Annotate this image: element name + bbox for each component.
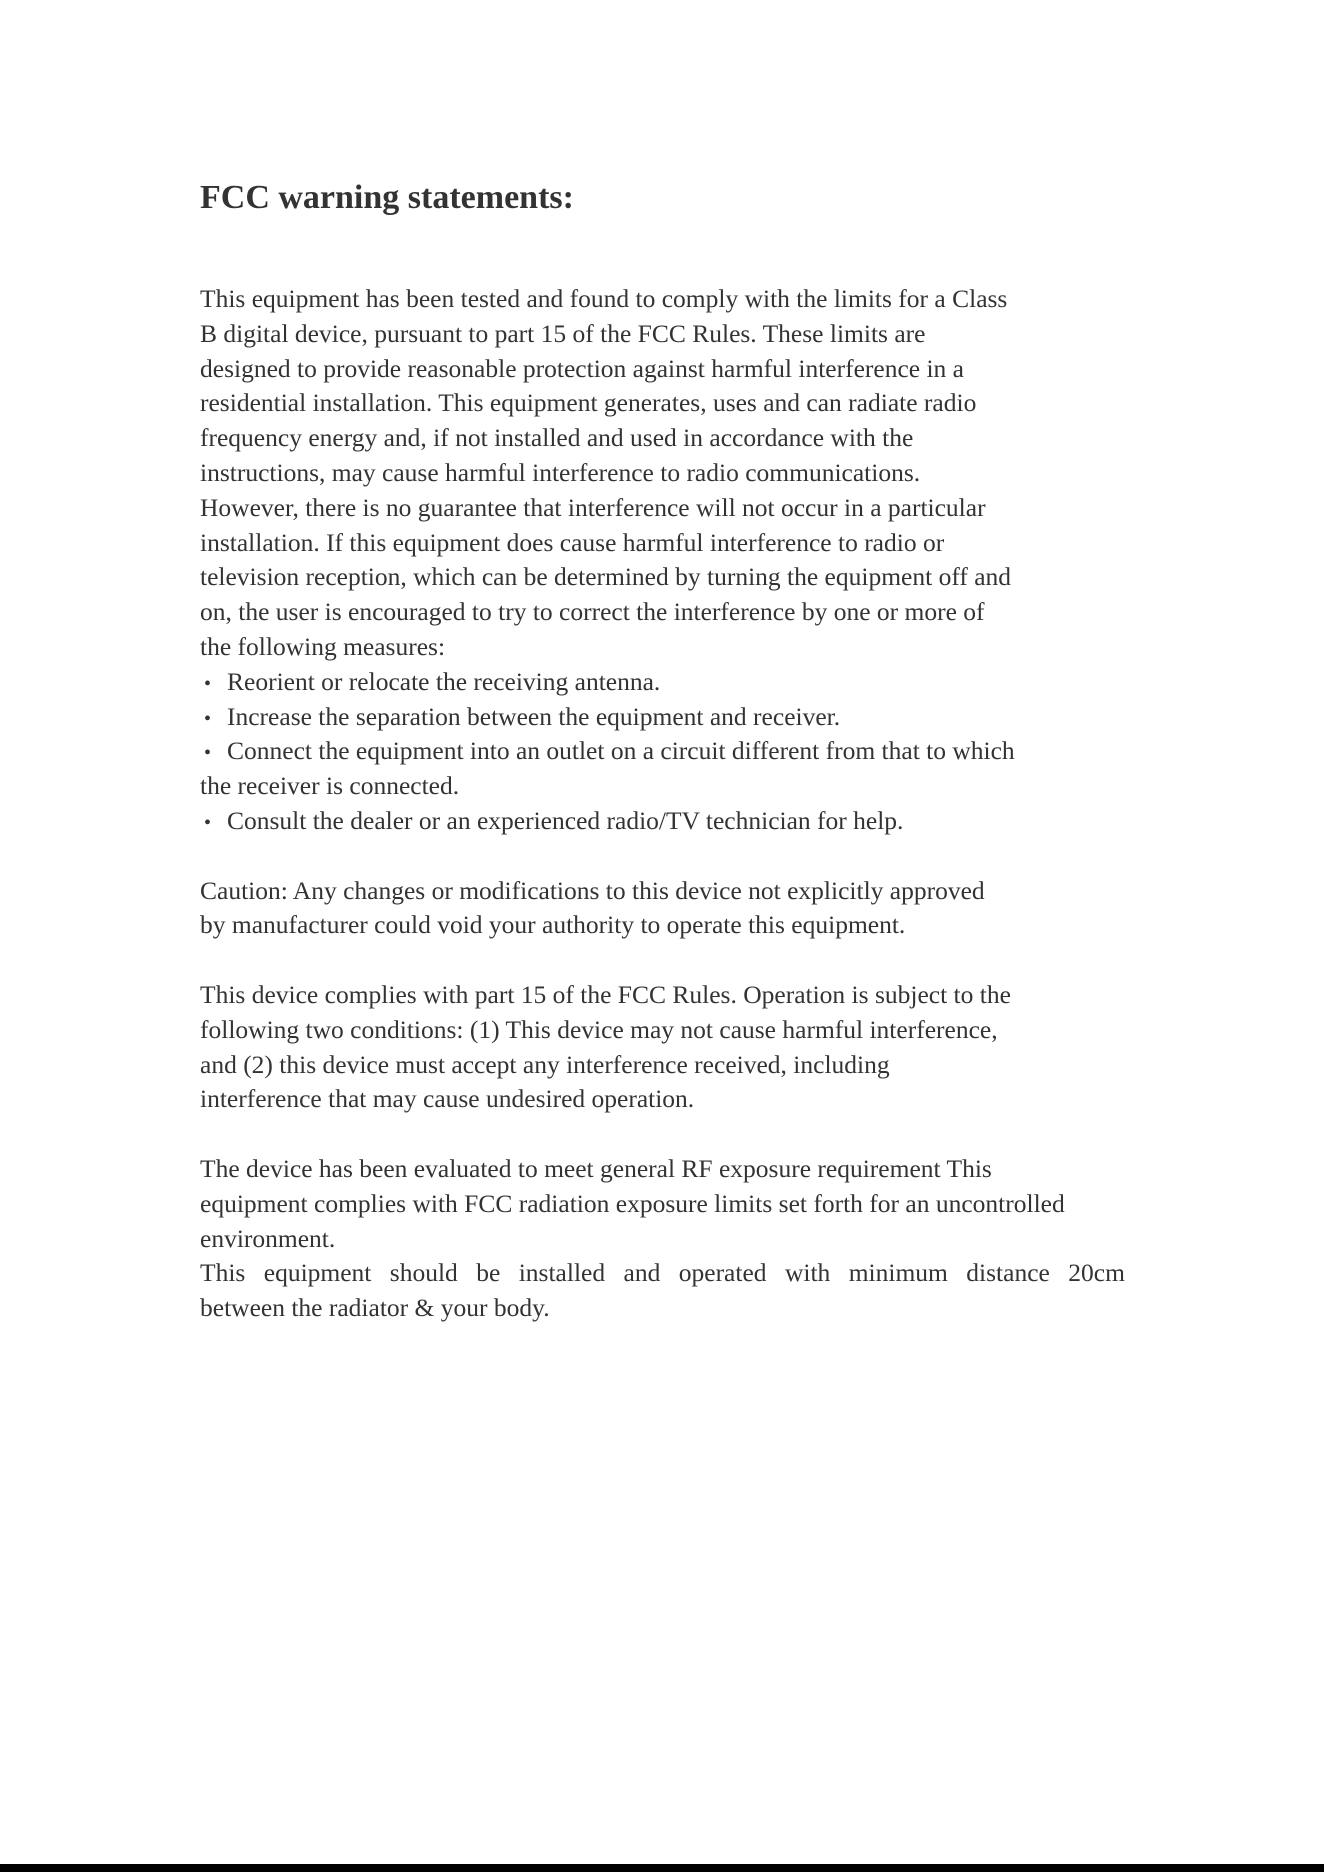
- text-line: residential installation. This equipment generates, uses and can radiate radio: [200, 388, 977, 418]
- word: minimum: [848, 1258, 948, 1288]
- page-title: FCC warning statements:: [200, 179, 574, 216]
- list-item-text: Consult the dealer or an experienced radio/TV technician for help.: [227, 805, 904, 835]
- word: installed: [518, 1258, 606, 1288]
- text-line: following two conditions: (1) This device may not cause harmful interference,: [200, 1014, 998, 1044]
- bullet-icon: •: [204, 672, 212, 695]
- page-bottom-border: [0, 1864, 1324, 1872]
- word: distance: [966, 1258, 1050, 1288]
- text-line: installation. If this equipment does cause harmful interference to radio or: [200, 527, 945, 557]
- list-item: [200, 804, 1125, 839]
- text-line: The device has been evaluated to meet general RF exposure requirement This: [200, 1153, 992, 1183]
- bullet-icon: •: [204, 707, 212, 730]
- text-line: and (2) this device must accept any interference received, including: [200, 1049, 890, 1079]
- word: should: [389, 1258, 458, 1288]
- text-line: B digital device, pursuant to part 15 of the FCC Rules. These limits are: [200, 318, 926, 348]
- text-line: equipment complies with FCC radiation exposure limits set forth for an uncontrolled: [200, 1188, 1065, 1218]
- text-line: frequency energy and, if not installed and used in accordance with the: [200, 423, 914, 453]
- text-line: designed to provide reasonable protection against harmful interference in a: [200, 353, 964, 383]
- word: with: [784, 1258, 831, 1288]
- text-line: environment.: [200, 1223, 336, 1253]
- list-item-text: Connect the equipment into an outlet on a circuit different from that to which: [227, 736, 1015, 766]
- text-line: television reception, which can be determined by turning the equipment off and: [200, 562, 1012, 592]
- spacer: [200, 943, 1125, 978]
- word: equipment: [263, 1258, 372, 1288]
- text-line: However, there is no guarantee that interference will not occur in a particular: [200, 492, 986, 522]
- word: be: [476, 1258, 501, 1288]
- text-line: This device complies with part 15 of the FCC Rules. Operation is subject to the: [200, 979, 1011, 1009]
- list-item-text: Increase the separation between the equipment and receiver.: [227, 701, 841, 731]
- list-item: [200, 665, 1125, 700]
- paragraph-interference: [200, 282, 1125, 665]
- text-line: Caution: Any changes or modifications to this device not explicitly approved: [200, 875, 985, 905]
- spacer: [200, 1117, 1125, 1152]
- paragraph-rf-exposure: [200, 1152, 1125, 1326]
- word: operated: [678, 1258, 767, 1288]
- list-item-continuation: the receiver is connected.: [200, 771, 460, 801]
- measures-list: [200, 665, 1125, 839]
- text-line: between the radiator & your body.: [200, 1293, 550, 1323]
- word: 20cm: [1068, 1258, 1125, 1288]
- spacer: [200, 839, 1125, 874]
- bullet-icon: •: [204, 811, 212, 834]
- list-item: [200, 700, 1125, 735]
- distance-line: [200, 1256, 1125, 1291]
- text-line: This equipment has been tested and found to comply with the limits for a Class: [200, 284, 1008, 313]
- text-line: on, the user is encouraged to try to correct the interference by one or more of: [200, 597, 985, 627]
- text-line: interference that may cause undesired operation.: [200, 1084, 695, 1114]
- text-line: the following measures:: [200, 631, 446, 661]
- word: and: [623, 1258, 661, 1288]
- list-item: [200, 734, 1125, 769]
- document-content: [200, 168, 1125, 1326]
- bullet-icon: •: [204, 742, 212, 765]
- text-line: by manufacturer could void your authority to operate this equipment.: [200, 910, 906, 940]
- text-line: instructions, may cause harmful interference to radio communications.: [200, 457, 921, 487]
- paragraph-compliance: [200, 978, 1125, 1117]
- paragraph-caution: [200, 874, 1125, 944]
- word: This: [200, 1258, 246, 1288]
- spacer: [200, 228, 1125, 282]
- list-item-text: Reorient or relocate the receiving antenna.: [227, 666, 661, 696]
